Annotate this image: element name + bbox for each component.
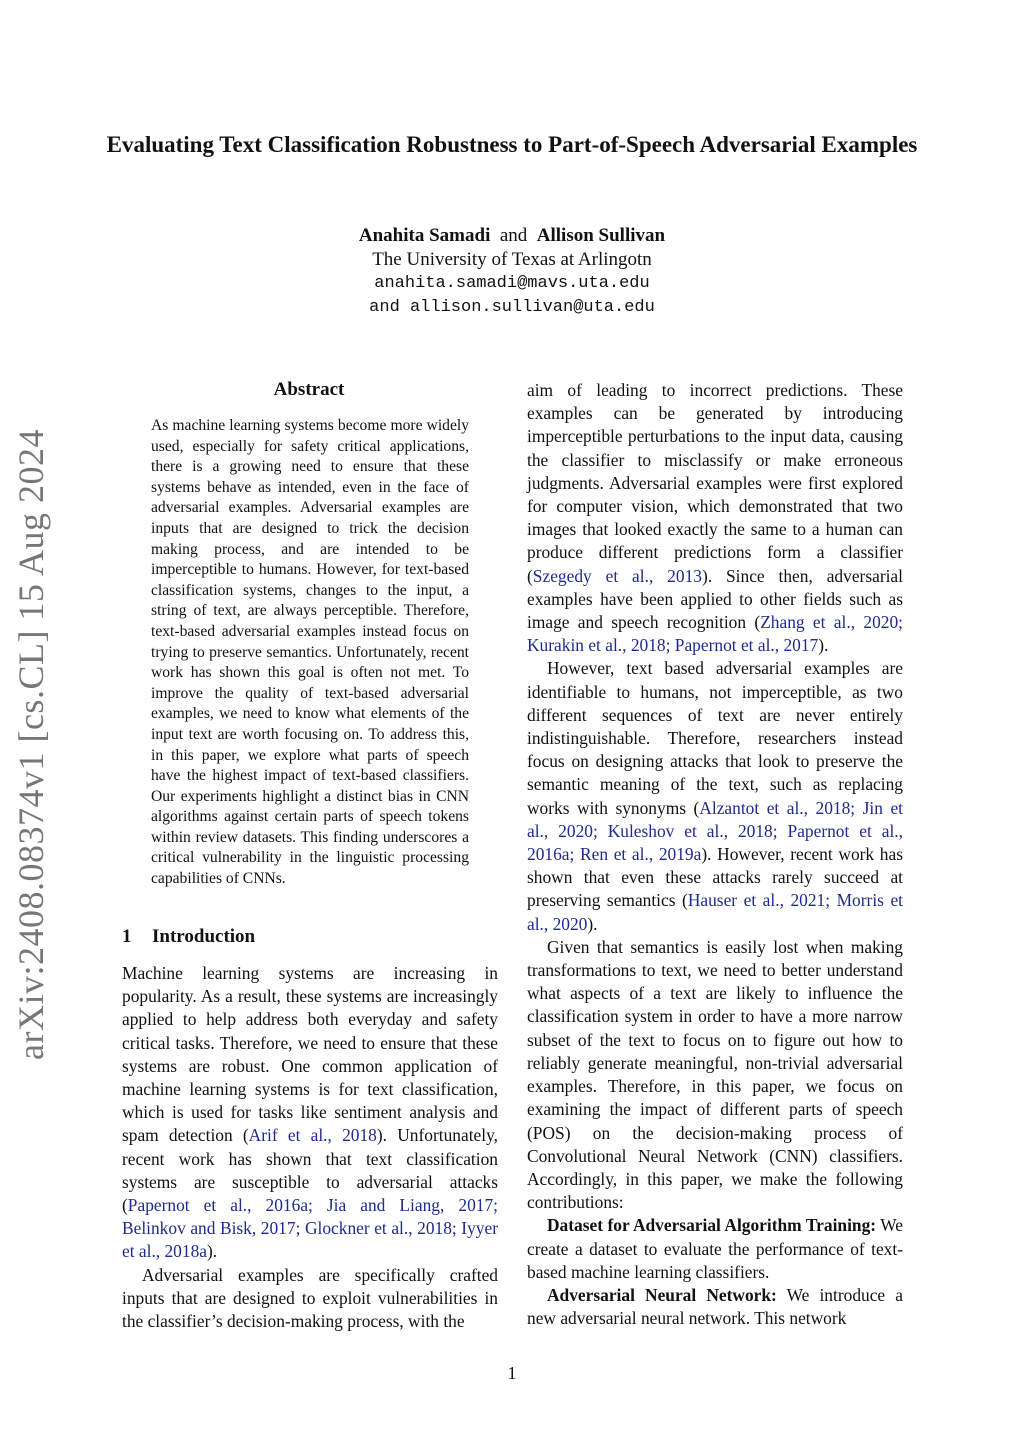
page-number: 1 [507,1363,517,1383]
affiliation: The University of Texas at Arlingotn [372,249,652,270]
author-name: Anahita Samadi [358,225,491,246]
section-heading [122,926,498,948]
paper-title: Evaluating Text Classification Robustness to Part-of-Speech Adversarial Examples [106,132,918,157]
citation-link[interactable]: Alzantot et al., 2018; Jin et al., 2020; Kuleshov et al., 2018; Papernot et al., 2016a; Ren et al., 2019a [527,797,903,865]
paragraph [527,657,903,935]
email-block [200,272,824,320]
text-run: ). [207,1241,218,1262]
text-run: Machine learning systems are increasing in popularity. As a result, these systems are increasingly applied to help address both everyday and safety critical tasks. Therefore, we need to ensure that these systems are robust. One common application of machine learning systems is for text classification, which is used for tasks like sentiment analysis and spam detection ( [122,963,498,1146]
email-line: anahita.samadi@mavs.uta.edu [374,274,650,293]
contribution-heading: Dataset for Adversarial Algorithm Training: [547,1215,877,1236]
text-run: aim of leading to incorrect predictions. These examples can be generated by introducing imperceptible perturbations to the input data, causing the classifier to misclassify or make erroneous judgments. Adversarial examples were first explored for computer vision, which demonstrated that two images that looked exactly the same to a human can produce different predictions form a classifier ( [527,380,903,586]
author-name: Allison Sullivan [536,225,666,246]
paragraph [122,962,498,1264]
paragraph [527,1214,903,1284]
citation-link[interactable]: Zhang et al., 2020; Kurakin et al., 2018; Papernot et al., 2017 [527,612,903,656]
text-run: ). However, recent work has shown that even these attacks rarely succeed at preserving semantics ( [527,844,903,911]
abstract-heading: Abstract [273,379,345,400]
paragraph [527,379,903,657]
left-column [122,962,498,1333]
author-line [200,224,824,248]
abstract-text: As machine learning systems become more widely used, especially for safety critical applications, there is a growing need to ensure that these systems behave as intended, even in the face of adversarial examples. Adversarial examples are inputs that are designed to trick the decision making process, and are intended to be imperceptible to humans. However, for text-based classification systems, changes to the input, a string of text, are always perceptible. Therefore, text-based adversarial examples instead focus on trying to preserve semantics. Unfortunately, recent work has shown this goal is often not met. To improve the quality of text-based adversarial examples, we need to know what elements of the input text are worth focusing on. To address this, in this paper, we explore what parts of speech have the highest impact of text-based classifiers. Our experiments highlight a distinct bias in CNN algorithms against certain parts of speech tokens within review datasets. This finding underscores a critical vulnerability in the linguistic processing capabilities of CNNs. [151,417,469,888]
text-run: However, text based adversarial examples are identifiable to humans, not imperceptible, as two different sequences of text are never entirely indistinguishable. Therefore, researchers instead focus on designing attacks that look to preserve the semantic meaning of the text, such as replacing works with synonyms ( [527,658,903,818]
text-run: We create a dataset to evaluate the performance of text-based machine learning classifiers. [527,1215,904,1282]
text-run: ). [587,913,598,934]
author-conjunction: and [499,225,528,246]
contribution-heading: Adversarial Neural Network: [547,1284,777,1305]
text-run: ). Unfortunately, recent work has shown that text classification systems are susceptible to adversarial attacks ( [122,1125,498,1216]
citation-link[interactable]: Arif et al., 2018 [248,1125,377,1146]
text-run: We introduce a new adversarial neural network. This network [527,1284,903,1329]
right-column [527,379,903,1330]
section-number: 1 [122,926,132,947]
arxiv-identifier-stamp: arXiv:2408.08374v1 [cs.CL] 15 Aug 2024 [11,429,51,1060]
paragraph [527,1284,903,1330]
paragraph: Given that semantics is easily lost when making transformations to text, we need to better understand what aspects of a text are likely to influence the classification system in order to have a more narrow subset of the text to focus on to figure out how to reliably generate meaningful, non-trivial adversarial examples. Therefore, in this paper, we focus on examining the impact of different parts of speech (POS) on the decision-making process of Convolutional Neural Network (CNN) classifiers. Accordingly, in this paper, we make the following contributions: [527,936,903,1213]
email-line: and allison.sullivan@uta.edu [369,298,655,317]
section-title: Introduction [152,926,256,947]
text-run: ). Since then, adversarial examples have been applied to other fields such as image and speech recognition ( [527,565,903,633]
paragraph: Adversarial examples are specifically crafted inputs that are designed to exploit vulnerabilities in the classifier’s decision-making process, with the [122,1264,498,1332]
citation-link[interactable]: Hauser et al., 2021; Morris et al., 2020 [527,890,903,934]
text-run: ). [818,635,829,656]
citation-link[interactable]: Papernot et al., 2016a; Jia and Liang, 2017; Belinkov and Bisk, 2017; Glockner et al., 2018; Iyyer et al., 2018a [122,1195,498,1262]
citation-link[interactable]: Szegedy et al., 2013 [532,565,702,586]
